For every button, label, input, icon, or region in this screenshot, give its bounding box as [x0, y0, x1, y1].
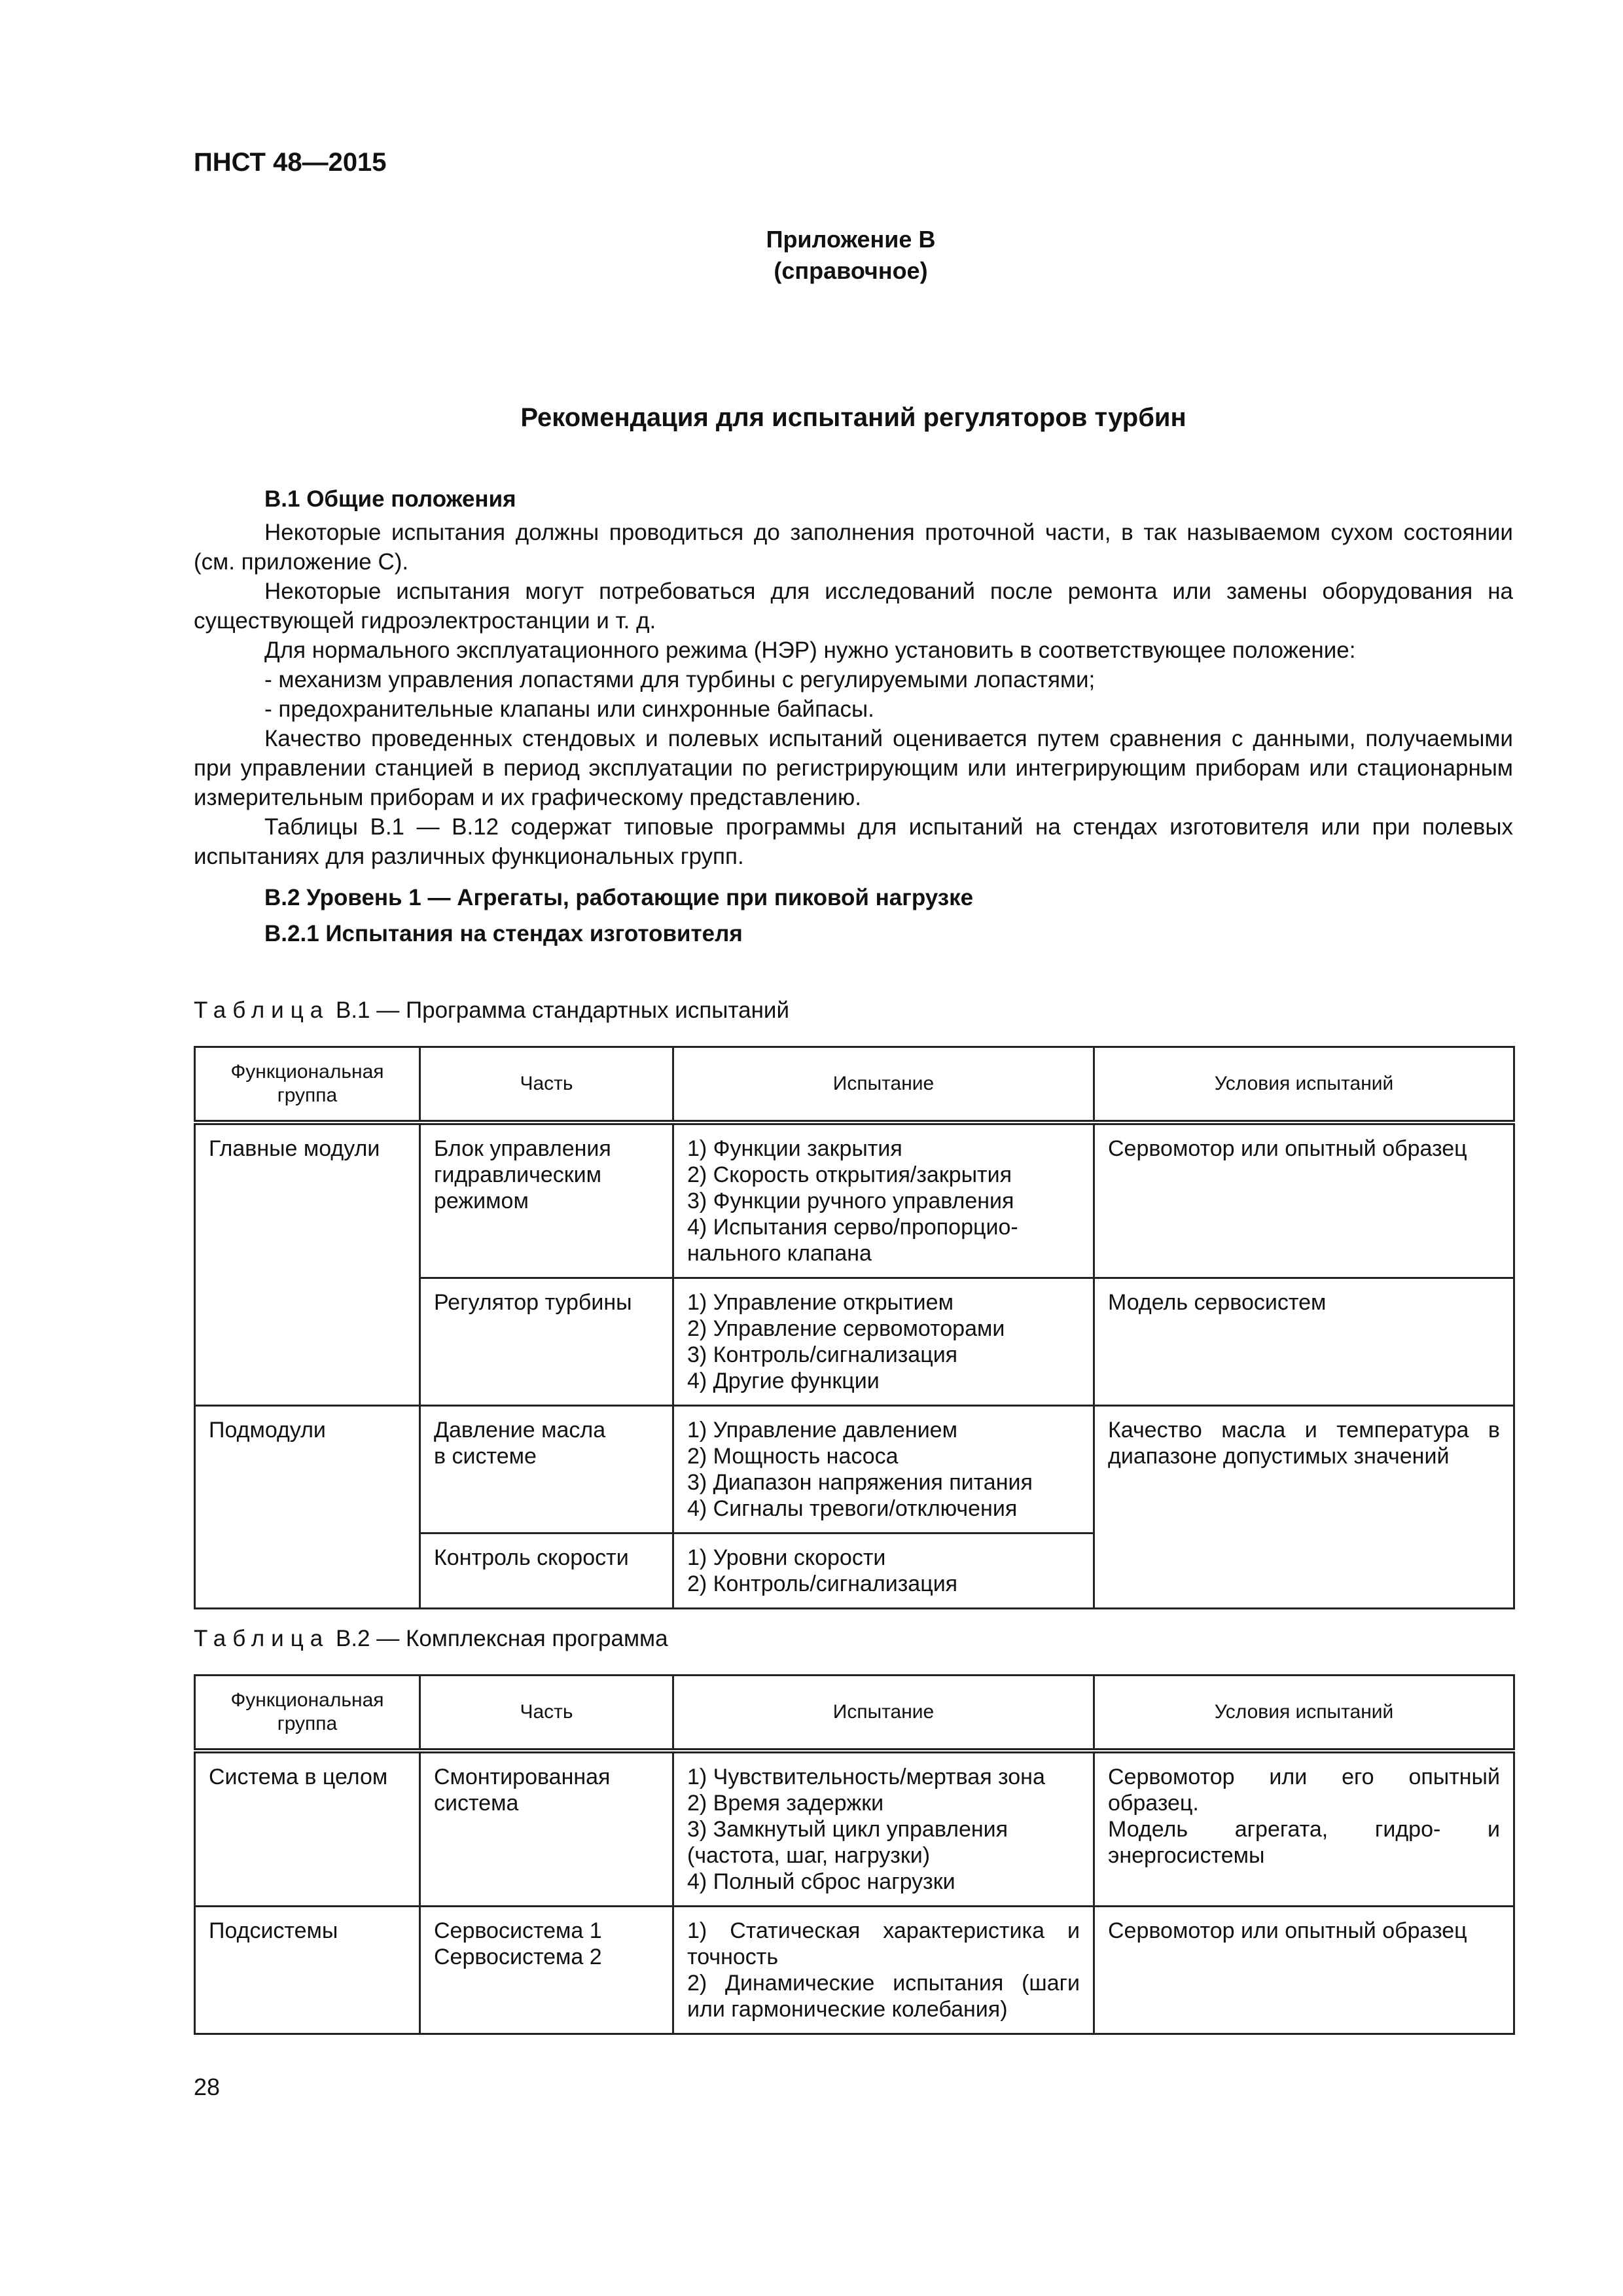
cell-line: 2) Динамические испытания (шаги или гармонические колебания) [687, 1971, 1080, 2022]
column-header: Испытание [673, 1047, 1094, 1123]
table-row [195, 1122, 1514, 1278]
table-cell-tests [673, 1534, 1094, 1609]
table-b2 [194, 1674, 1515, 2035]
column-header: Условия испытаний [1094, 1047, 1514, 1123]
column-header: Функциональная группа [195, 1676, 420, 1751]
table-cell-tests [673, 1907, 1094, 2034]
cell-line: Давление масла [434, 1418, 606, 1443]
table-row [195, 1406, 1514, 1534]
cell-line: в системе [434, 1444, 537, 1469]
table-cell-tests [673, 1406, 1094, 1534]
table1-caption [194, 997, 789, 1024]
cell-line: 2) Время задержки [687, 1791, 884, 1816]
table-cell-part: Регулятор турбины [420, 1278, 673, 1406]
document-code: ПНСТ 48—2015 [194, 148, 387, 177]
table-row [195, 1907, 1514, 2034]
table-cell-conditions: Сервомотор или опытный образец [1094, 1907, 1514, 2034]
paragraph: Некоторые испытания могут потребоваться для исследований после ремонта или замены оборудования на существующей гидроэлектростанции и т. д. [194, 579, 1513, 634]
section-b2-heading: В.2 Уровень 1 — Агрегаты, работающие при пиковой нагрузке [264, 885, 974, 910]
cell-line: Сервомотор или его опытный образец. [1108, 1765, 1500, 1816]
table-b1 [194, 1046, 1515, 1609]
table-cell-group: Главные модули [195, 1122, 420, 1406]
cell-line: 3) Замкнутый цикл управления [687, 1817, 1008, 1842]
cell-line: 4) Другие функции [687, 1369, 880, 1393]
cell-line: 4) Сигналы тревоги/отключения [687, 1496, 1018, 1521]
appendix-type: (справочное) [774, 257, 928, 284]
table-cell-group: Система в целом [195, 1751, 420, 1907]
section-b1 [194, 484, 1513, 952]
cell-line: Смонтированная [434, 1765, 611, 1789]
cell-line: система [434, 1791, 519, 1816]
page-title: Рекомендация для испытаний регуляторов турбин [520, 403, 1186, 432]
table2-caption-word: Таблица [194, 1626, 330, 1651]
cell-line: гидравлическим [434, 1162, 602, 1187]
table-cell-conditions: Сервомотор или опытный образец [1094, 1122, 1514, 1278]
cell-line: 1) Уровни скорости [687, 1545, 886, 1570]
table1-caption-word: Таблица [194, 997, 330, 1023]
cell-line: 3) Контроль/сигнализация [687, 1342, 958, 1367]
cell-line: Сервосистема 1 [434, 1918, 602, 1943]
cell-line: 3) Диапазон напряжения питания [687, 1470, 1033, 1495]
cell-line: Модель агрегата, гидро- и энергосистемы [1108, 1817, 1500, 1868]
table-cell-tests [673, 1278, 1094, 1406]
appendix-label [654, 224, 1047, 287]
table-cell-conditions: Модель сервосистем [1094, 1278, 1514, 1406]
table-cell-group: Подсистемы [195, 1907, 420, 2034]
table-cell-tests [673, 1122, 1094, 1278]
column-header: Условия испытаний [1094, 1676, 1514, 1751]
paragraph: Качество проведенных стендовых и полевых испытаний оценивается путем сравнения с данными, получаемыми при управлении станцией в период эксплуатации по регистрирующим или интегрирующим приборам или стационарным измерительным приборам и их графическому представлению. [194, 726, 1513, 810]
cell-line: 1) Функции закрытия [687, 1136, 902, 1161]
cell-line: 4) Испытания серво/пропорцио- [687, 1215, 1018, 1240]
cell-line: режимом [434, 1189, 529, 1213]
column-header: Часть [420, 1047, 673, 1123]
cell-line: 2) Мощность насоса [687, 1444, 899, 1469]
column-header: Часть [420, 1676, 673, 1751]
paragraph: Таблицы В.1 — В.12 содержат типовые программы для испытаний на стендах изготовителя или при полевых испытаниях для различных функциональных групп. [194, 814, 1513, 869]
table-cell-tests [673, 1751, 1094, 1907]
table2-caption-text: В.2 — Комплексная программа [335, 1626, 668, 1651]
list-item: - предохранительные клапаны или синхронные байпасы. [264, 696, 874, 722]
cell-line: 3) Функции ручного управления [687, 1189, 1014, 1213]
cell-line: нального клапана [687, 1241, 872, 1266]
cell-line: (частота, шаг, нагрузки) [687, 1843, 931, 1868]
cell-line: Сервосистема 2 [434, 1945, 602, 1969]
table-cell-part [420, 1751, 673, 1907]
cell-line: 1) Статическая характеристика и точность [687, 1918, 1080, 1969]
table-cell-conditions [1094, 1751, 1514, 1907]
cell-line: Блок управления [434, 1136, 611, 1161]
table-cell-part [420, 1122, 673, 1278]
cell-line: 1) Управление открытием [687, 1290, 954, 1315]
list-item: - механизм управления лопастями для турбины с регулируемыми лопастями; [264, 667, 1096, 692]
section-b1-heading: В.1 Общие положения [264, 486, 516, 512]
paragraph: Для нормального эксплуатационного режима (НЭР) нужно установить в соответствующее положение: [264, 637, 1356, 663]
cell-line: 2) Скорость открытия/закрытия [687, 1162, 1012, 1187]
table-cell-conditions: Качество масла и температура в диапазоне допустимых значений [1094, 1406, 1514, 1609]
column-header: Функциональная группа [195, 1047, 420, 1123]
paragraph: Некоторые испытания должны проводиться до заполнения проточной части, в так называемом сухом состоянии (см. приложение С). [194, 520, 1513, 575]
table-cell-group: Подмодули [195, 1406, 420, 1609]
table-cell-part [420, 1406, 673, 1534]
cell-line: 2) Управление сервомоторами [687, 1316, 1005, 1341]
page-number: 28 [194, 2073, 221, 2100]
table-row [195, 1751, 1514, 1907]
table2-caption [194, 1626, 668, 1652]
table-cell-part: Контроль скорости [420, 1534, 673, 1609]
table-cell-part [420, 1907, 673, 2034]
cell-line: 2) Контроль/сигнализация [687, 1571, 958, 1596]
appendix-title: Приложение В [766, 226, 936, 253]
cell-line: 1) Чувствительность/мертвая зона [687, 1765, 1045, 1789]
cell-line: 4) Полный сброс нагрузки [687, 1869, 955, 1894]
section-b2-1-heading: В.2.1 Испытания на стендах изготовителя [264, 921, 743, 946]
cell-line: 1) Управление давлением [687, 1418, 957, 1443]
column-header: Испытание [673, 1676, 1094, 1751]
table1-caption-text: В.1 — Программа стандартных испытаний [335, 997, 789, 1023]
